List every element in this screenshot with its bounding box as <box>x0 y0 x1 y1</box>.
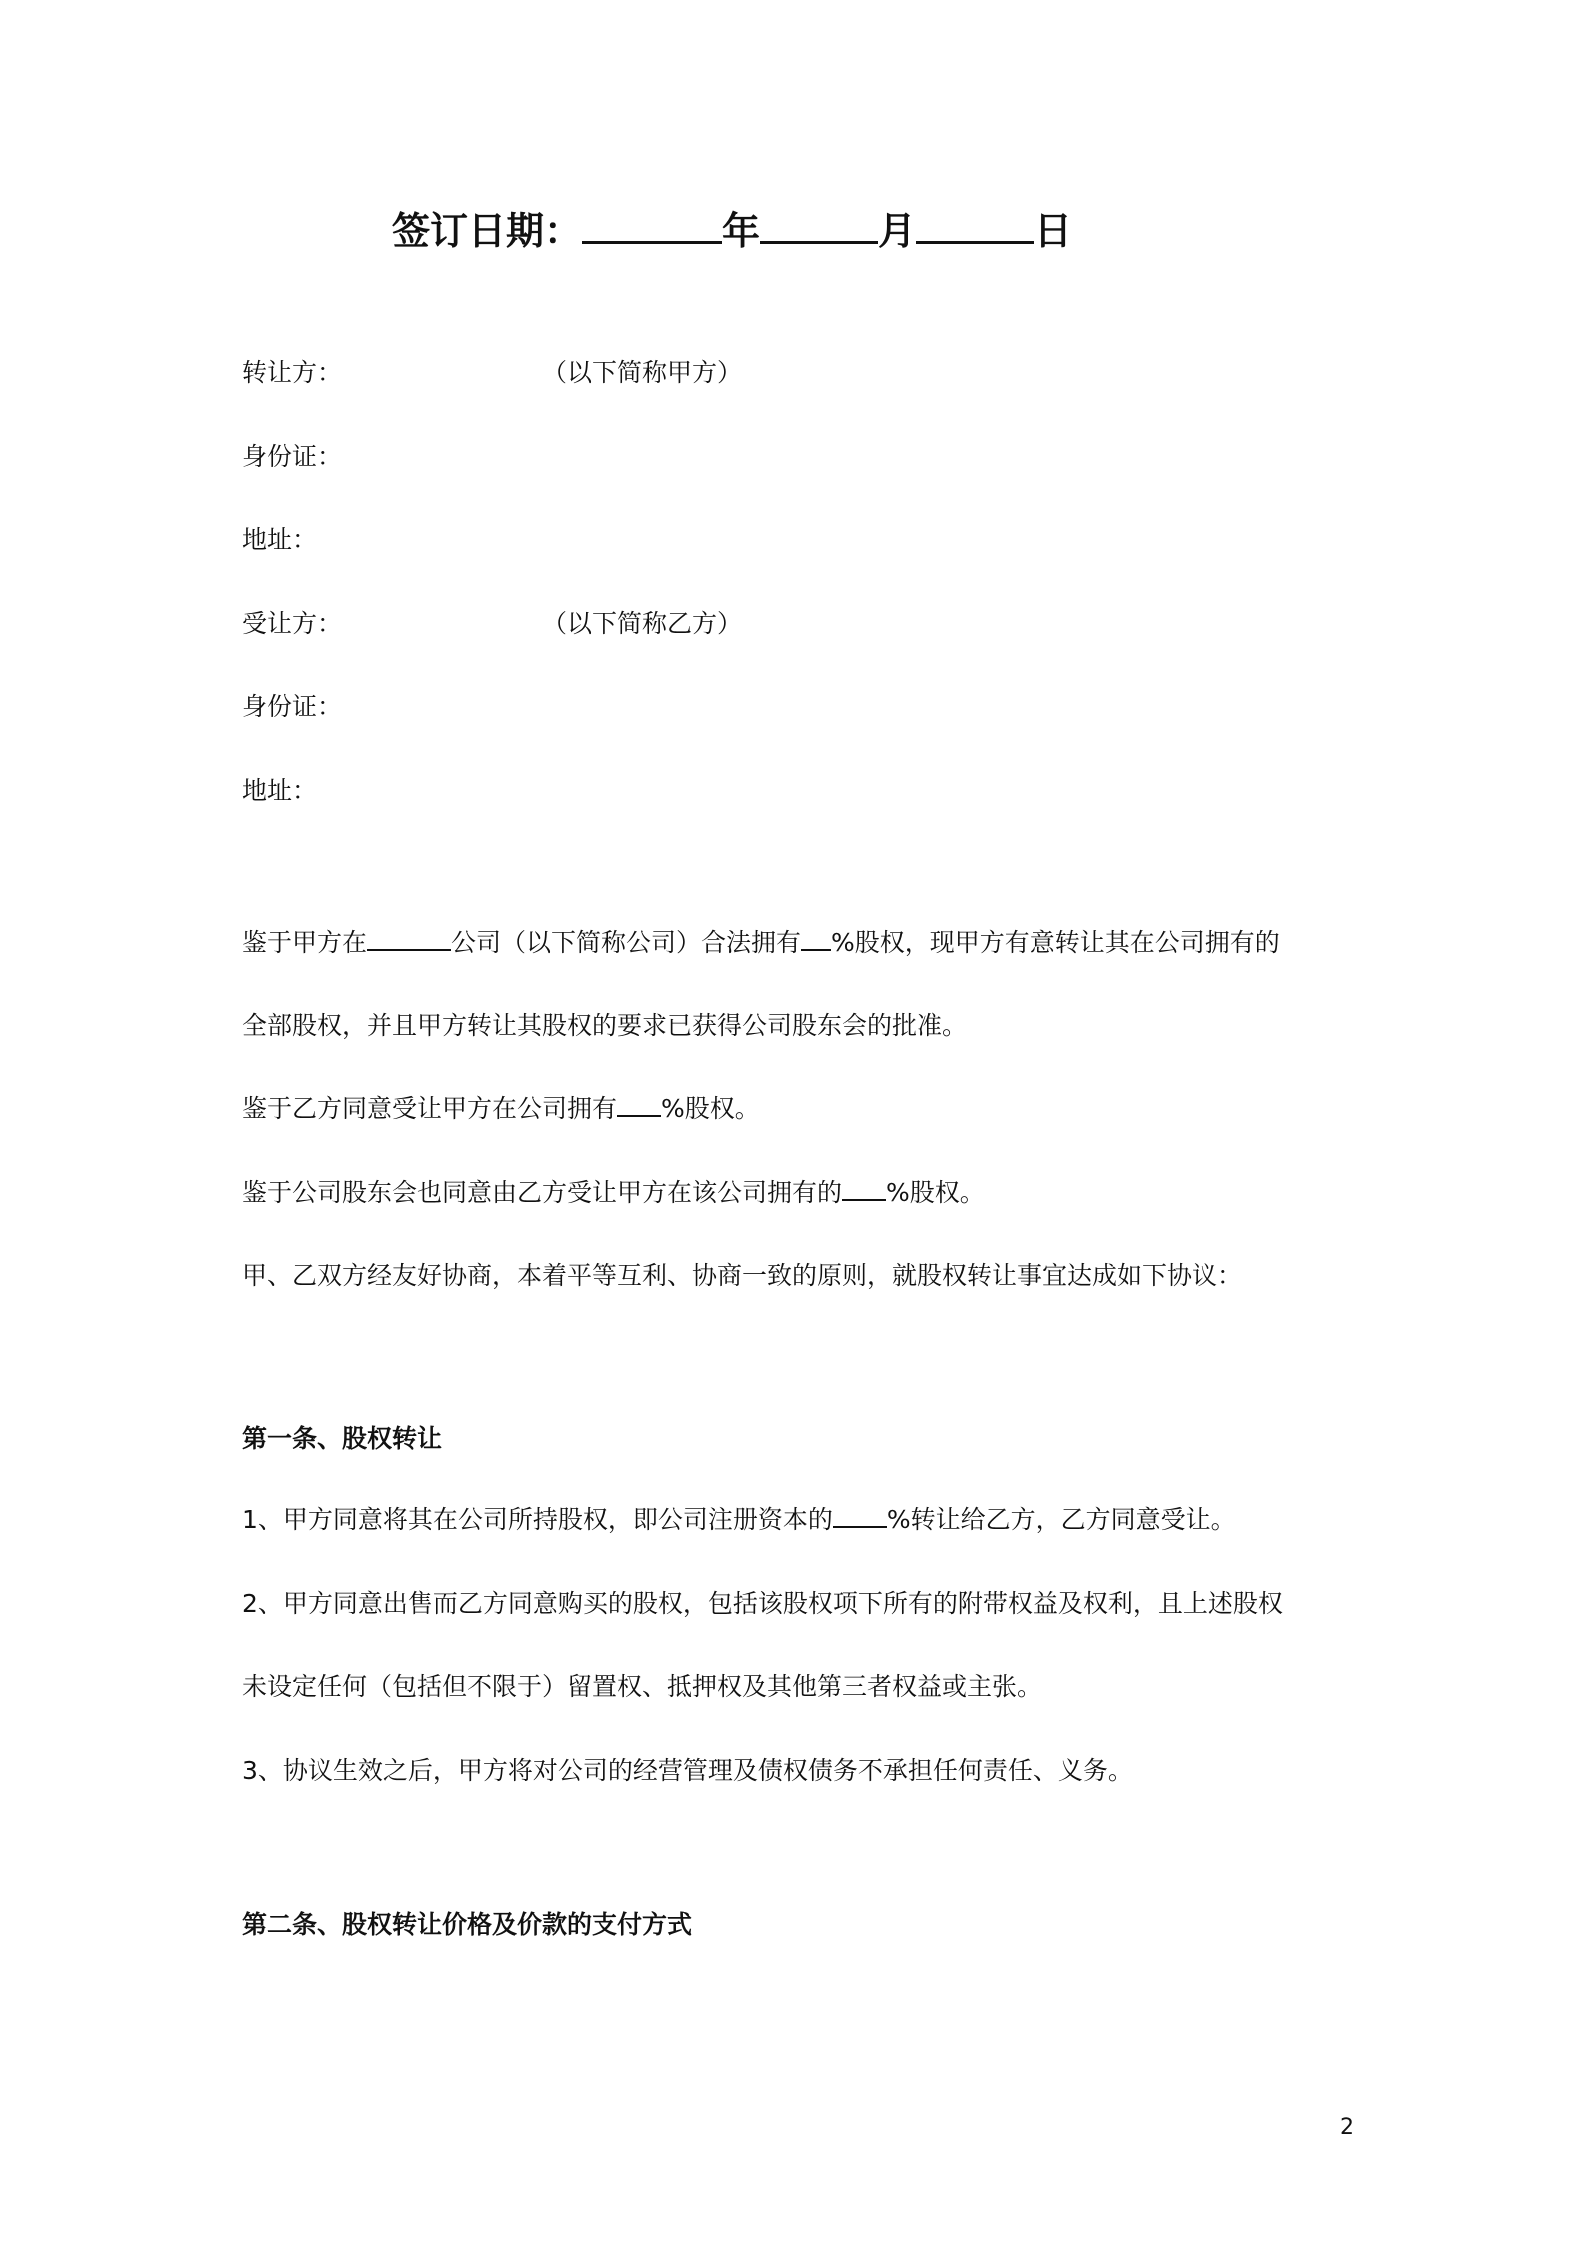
recital-2-text-b: %股权。 <box>661 1094 760 1123</box>
recital-1-text-b: 公司（以下简称公司）合法拥有 <box>451 928 802 957</box>
share-percent-blank <box>801 927 831 951</box>
recital-1-text-a: 鉴于甲方在 <box>242 928 368 957</box>
clause-1-text-b: %转让给乙方，乙方同意受让。 <box>886 1505 1236 1534</box>
share-percent-blank <box>842 1177 886 1201</box>
recital-1-line-1 <box>242 926 1280 960</box>
share-percent-blank <box>617 1093 661 1117</box>
article-1-clause-2-line-2: 未设定任何（包括但不限于）留置权、抵押权及其他第三者权益或主张。 <box>242 1672 1043 1701</box>
recital-3-text-a: 鉴于公司股东会也同意由乙方受让甲方在该公司拥有的 <box>242 1178 843 1207</box>
transferee-id-label: 身份证： <box>242 692 343 721</box>
recital-2-text-a: 鉴于乙方同意受让甲方在公司拥有 <box>242 1094 618 1123</box>
signing-date-label: 签订日期： <box>392 209 583 253</box>
day-suffix: 日 <box>1034 209 1073 253</box>
page-number: 2 <box>1340 2115 1354 2140</box>
recital-3-text-b: %股权。 <box>886 1178 985 1207</box>
transferor-address-label: 地址： <box>242 525 318 554</box>
article-1-clause-2-line-1: 2、甲方同意出售而乙方同意购买的股权，包括该股权项下所有的附带权益及权利，且上述股权 <box>242 1589 1283 1618</box>
transferee-note: （以下简称乙方） <box>542 609 743 638</box>
year-blank <box>582 211 722 244</box>
recital-1-line-2: 全部股权，并且甲方转让其股权的要求已获得公司股东会的批准。 <box>242 1011 968 1040</box>
recital-4: 甲、乙双方经友好协商，本着平等互利、协商一致的原则，就股权转让事宜达成如下协议： <box>242 1261 1243 1290</box>
article-1-clause-1 <box>242 1503 1236 1537</box>
recital-1-text-c: %股权，现甲方有意转让其在公司拥有的 <box>831 928 1280 957</box>
transferor-label: 转让方： <box>242 358 343 387</box>
article-1-heading: 第一条、股权转让 <box>242 1424 443 1453</box>
month-blank <box>760 211 878 244</box>
transferor-id-label: 身份证： <box>242 442 343 471</box>
month-suffix: 月 <box>878 209 917 253</box>
transferor-note: （以下简称甲方） <box>542 358 743 387</box>
share-percent-blank <box>833 1504 887 1528</box>
transferee-label: 受让方： <box>242 609 343 638</box>
day-blank <box>916 211 1034 244</box>
signing-date-title <box>392 200 1072 255</box>
transferee-address-label: 地址： <box>242 776 318 805</box>
article-1-clause-3: 3、协议生效之后，甲方将对公司的经营管理及债权债务不承担任何责任、义务。 <box>242 1756 1133 1785</box>
year-suffix: 年 <box>722 209 761 253</box>
recital-3 <box>242 1176 985 1210</box>
company-name-blank <box>367 927 451 951</box>
recital-2 <box>242 1092 760 1126</box>
article-2-heading: 第二条、股权转让价格及价款的支付方式 <box>242 1910 693 1939</box>
clause-1-text-a: 1、甲方同意将其在公司所持股权，即公司注册资本的 <box>242 1505 833 1534</box>
